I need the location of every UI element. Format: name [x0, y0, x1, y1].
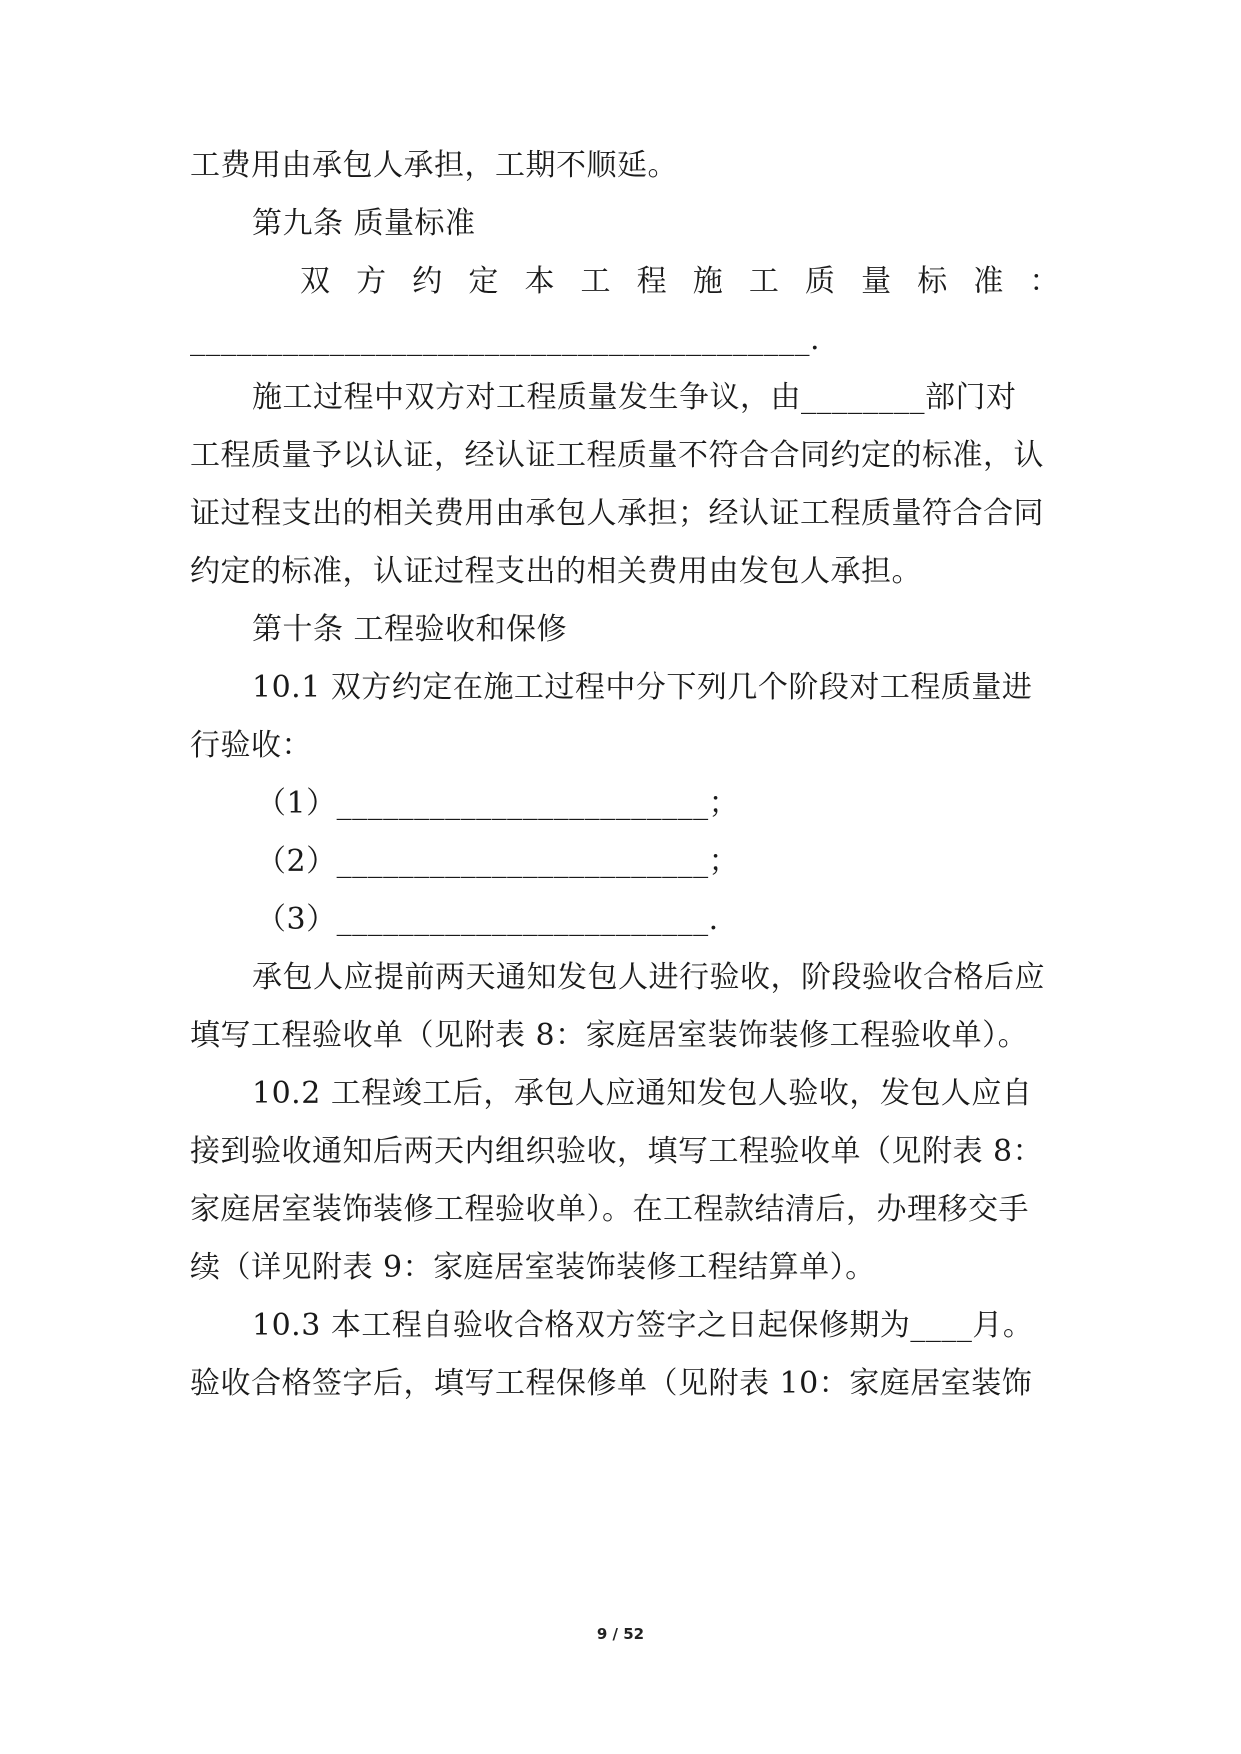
spaced-char: 程: [636, 264, 668, 299]
paragraph-line: 行验收：: [190, 728, 312, 763]
list-item: （1）________________________；: [256, 786, 740, 821]
paragraph-line: 工费用由承包人承担，工期不顺延。: [190, 148, 678, 183]
paragraph-line: 10.2 工程竣工后，承包人应通知发包人验收，发包人应自: [252, 1076, 1033, 1111]
spaced-char: 定: [468, 264, 499, 299]
paragraph-line: 家庭居室装饰装修工程验收单）。在工程款结清后，办理移交手: [190, 1192, 1029, 1227]
blank-fill-line: ________________________________________.: [190, 322, 821, 357]
spaced-quality-standard-line: [300, 262, 1060, 302]
spaced-char: 双: [300, 264, 331, 299]
spaced-char: 准: [973, 264, 1004, 299]
paragraph-line: 约定的标准，认证过程支出的相关费用由发包人承担。: [190, 554, 922, 589]
section-heading-article-10: 第十条 工程验收和保修: [252, 612, 568, 647]
paragraph-line: 填写工程验收单（见附表 8：家庭居室装饰装修工程验收单）。: [190, 1018, 1029, 1053]
spaced-char: 方: [356, 264, 387, 299]
paragraph-line: 续（详见附表 9：家庭居室装饰装修工程结算单）。: [190, 1250, 876, 1285]
spaced-char: 工: [580, 264, 612, 299]
spaced-char: ：: [1029, 264, 1060, 299]
spaced-char: 施: [692, 264, 724, 299]
paragraph-line: 工程质量予以认证，经认证工程质量不符合合同约定的标准，认: [190, 438, 1044, 473]
paragraph-line: 10.1 双方约定在施工过程中分下列几个阶段对工程质量进: [252, 670, 1033, 705]
section-heading-article-9: 第九条 质量标准: [252, 206, 476, 241]
spaced-char: 标: [917, 264, 948, 299]
paragraph-line: 10.3 本工程自验收合格双方签字之日起保修期为____月。: [252, 1308, 1034, 1343]
paragraph-line: 施工过程中双方对工程质量发生争议，由________部门对: [252, 380, 1017, 415]
spaced-char: 本: [524, 264, 555, 299]
spaced-char: 工: [748, 264, 780, 299]
list-item: （2）________________________；: [256, 844, 740, 879]
paragraph-line: 证过程支出的相关费用由承包人承担；经认证工程质量符合合同: [190, 496, 1044, 531]
paragraph-line: 接到验收通知后两天内组织验收，填写工程验收单（见附表 8：: [190, 1134, 1044, 1169]
spaced-char: 约: [412, 264, 443, 299]
paragraph-line: 承包人应提前两天通知发包人进行验收，阶段验收合格后应: [252, 960, 1045, 995]
spaced-char: 质: [804, 264, 836, 299]
list-item: （3）________________________.: [256, 902, 719, 937]
page-number: 9 / 52: [596, 1625, 645, 1643]
spaced-char: 量: [861, 264, 892, 299]
paragraph-line: 验收合格签字后，填写工程保修单（见附表 10：家庭居室装饰: [190, 1366, 1033, 1401]
